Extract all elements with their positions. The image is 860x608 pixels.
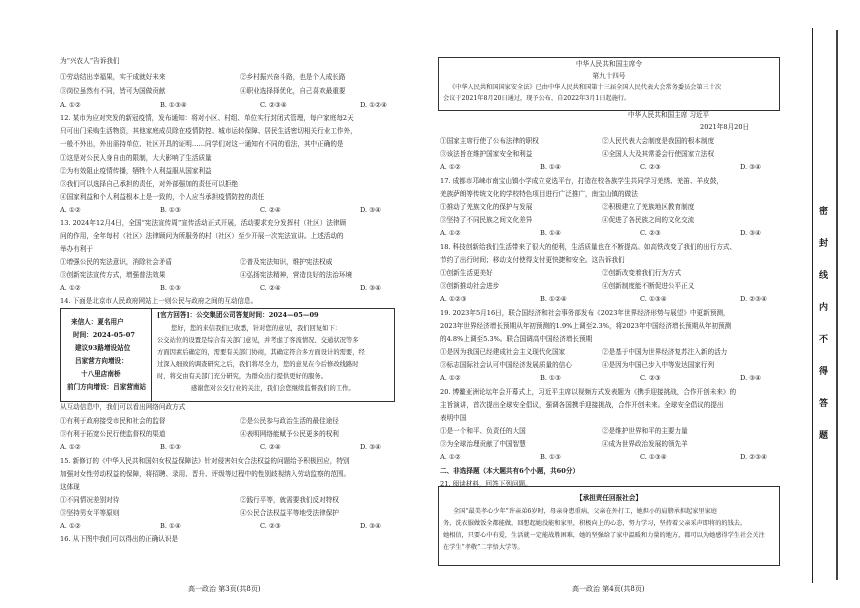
choice-d: D. ③④ [740, 163, 762, 171]
choice-d: D. ③④ [360, 284, 382, 292]
choice-c: C. ②④ [260, 206, 281, 214]
question-17-line: 羌族萨朗等传统文化的学校特色项目进行广泛推广，南宝山镇的做法 [440, 190, 638, 198]
binding-edge [836, 30, 838, 580]
reply-heading: [官方回答]：公交集团公司答复时间：2024—05—09 [157, 311, 319, 319]
question-15-line: 加强对女性劳动权益的保障，将招聘、录用、晋升、评级等过程中的性别歧视纳入劳动监察的范围。 [60, 470, 351, 478]
reply-line: 感谢您对公交行业的关注，我们会您继续监督我们的工作。 [191, 385, 355, 392]
question-15-line: 这体现 [60, 483, 80, 491]
option: ①这是对公民人身自由的限制，大大影响了生活质量 [60, 154, 212, 162]
question-13-line: 问的作用，全年每村（社区）法律顾问为所服务的村（社区）至少开展一次宪法宣讲。上述活动的 [60, 232, 344, 240]
option: ②践行平等，就需要我们反对特权 [240, 496, 339, 504]
choice-a: A. ①② [440, 229, 461, 237]
option: ③创新宪法宣传方式，增强普法效果 [60, 271, 166, 279]
question-19-line: 的4.8%上调至5.3%。联合国调高中国经济增长预期 [440, 335, 593, 343]
question-19-line: 2023年世界经济增长预期从年初预测的1.9%上调至2.3%，将2023年中国经济增长预期从年初预测 [440, 322, 732, 330]
choice-b: B. ①④ [160, 522, 181, 530]
section-heading: 二、非选择题（本大题共有6个小题，共60分） [440, 467, 580, 475]
question-12-line: 只可出门采购生活物资，其他家庭成员除在疫情防控、城市运转保障、居民生活密切相关行业工作外， [60, 127, 357, 135]
letter-line: 来信人：夏名用户 [71, 318, 124, 326]
option: ②是维护世界和平的主要力量 [602, 427, 688, 435]
material-banner: 【承担责任回报社会】 [576, 494, 642, 502]
question-18-line: 节约了出行时间；移动支付使得支付更快捷和安全。这告诉我们 [440, 256, 625, 264]
option: ④促进了各民族之间的文化交流 [602, 216, 695, 224]
option: ①增强公民的宪法意识，消除社会矛盾 [60, 258, 173, 266]
choice-c: C. ②③ [640, 374, 661, 382]
option: ②为有效阻止疫情传播，牺牲个人利益服从国家利益 [60, 167, 212, 175]
question-14-stem: 从互动信息中，我们可以看出网络问政方式 [60, 403, 186, 411]
choice-a: A. ①② [60, 101, 81, 109]
seal-char: 内 [819, 303, 829, 313]
choice-a: A. ①② [60, 443, 81, 451]
choice-a: A. ①② [440, 374, 461, 382]
reply-line: 时，将交由有关部门充分研究，为群众出行提供更好的服务。 [157, 373, 328, 380]
page-footer: 高一政治 第3页(共8页) [188, 585, 261, 593]
choice-c: C. ②④ [260, 284, 281, 292]
choice-b: B. ①③ [160, 443, 181, 451]
option: ③标志国际社会认可中国经济发展质量的信心 [440, 361, 572, 369]
letter-line: 前门方向增设：吕家营南站 [67, 383, 147, 391]
choice-a: A. ①② [60, 284, 81, 292]
seal-char: 答 [819, 399, 829, 409]
option: ①是一个和平、负责任的大国 [440, 427, 526, 435]
option: ④表明网络能赋予公民更多的权利 [240, 430, 339, 438]
choice-c: C. ①③④ [640, 295, 667, 303]
seal-char: 不 [819, 335, 829, 345]
choice-c: C. ②③④ [260, 101, 287, 109]
option: ③创新推动社会进步 [440, 282, 500, 290]
choice-b: B. ①③④ [160, 101, 187, 109]
option: ④职业选择择优化，自己喜欢最重要 [240, 87, 346, 95]
question-18-line: 18. 科技创新给我们生活带来了很大的便利，生活质量也在不断提高。如高铁改变了我们的出行方式、 [440, 243, 737, 251]
choice-a: A. ①②③ [440, 295, 467, 303]
question-21: 21. 阅读材料，回答下列问题。 [440, 480, 532, 488]
option: ②普及宪法知识，维护宪法权威 [240, 258, 333, 266]
option: ③岗位虽然有不同，皆可为国做贡献 [60, 87, 166, 95]
reply-line: 过深入细致的调查研究之后，我们将尽全力，您的意见在今后修改线路时 [157, 361, 359, 368]
choice-b: B. ①④ [540, 163, 561, 171]
choice-b: B. ①②④ [540, 295, 567, 303]
option: ②乡村振兴奋斗路，也是个人成长路 [240, 73, 346, 81]
question-15-line: 15. 新修订的《中华人民共和国妇女权益保障法》针对侵害妇女合法权益的问题给予积极回应，特别 [60, 457, 350, 465]
seal-char: 密 [819, 207, 829, 217]
choice-c: C. ①③④ [640, 453, 667, 461]
choice-d: D. ③④ [740, 374, 762, 382]
question-14: 14. 下面是北京市人民政府网站上一则公民与政府之间的互动信息。 [60, 297, 258, 305]
choice-b: B. ①③ [160, 206, 181, 214]
question-12-line: 一般不外出，外出需持单位、社区开具的证明……同学们对这一通知有不同的看法，其中正确的是 [60, 140, 344, 148]
option: ④弘扬宪法精神，营造良好的法治环境 [240, 271, 353, 279]
option: ④创新制度能不断促进公平正义 [602, 282, 695, 290]
seal-line [812, 28, 813, 583]
option: ④公民合法权益平等地受法律保护 [240, 509, 339, 517]
question-20-line: 表明中国 [440, 414, 467, 422]
material-box [438, 486, 780, 566]
decree-body: 《中华人民共和国国家安全法》已由中华人民共和国第十三届全国人民代表大会常务委员会第三十次 [449, 84, 722, 91]
decree-signature: 中华人民共和国主席 习近平 [628, 111, 710, 119]
option: ④国家利益和个人利益根本上是一致的，个人应当承担疫情防控的责任 [60, 193, 265, 201]
option: ④是因为中国已步入中等发达国家行列 [602, 361, 715, 369]
option: ①国家主席行使了公布法律的职权 [440, 137, 539, 145]
question-20-line: 主旨演讲，首次提出全球安全倡议，强调各国携手迎接挑战，合作开创未来。全球安全倡议的提出 [440, 401, 724, 409]
option: ③有利于拓宽公民行使监督权的渠道 [60, 430, 166, 438]
question-13-line: 举办有利于 [60, 245, 93, 253]
option: ④成为世界政治发展的领先羊 [602, 440, 688, 448]
option: ②是基于中国为世界经济复苏注入新的活力 [602, 348, 728, 356]
decree-date: 2021年8月20日 [700, 123, 750, 131]
q11-tail: 为“兴农人”告诉我们 [60, 57, 120, 65]
choice-d: D. ③④ [360, 522, 382, 530]
question-13-line: 13. 2024年12月4日，全国“宪法宣传周”宣传活动正式开展，活动要求充分发挥村（社区）法律顾 [60, 219, 347, 227]
option: ①推动了羌族文化的保护与发展 [440, 203, 533, 211]
letter-line: 吕家营方向增设： [75, 357, 128, 365]
choice-a: A. ①② [60, 522, 81, 530]
question-16: 16. 从下图中我们可以得出的正确认识是 [60, 535, 179, 543]
option: ③坚持男女平等原则 [60, 509, 120, 517]
choice-d: D. ③④ [740, 229, 762, 237]
decree-number: 第九十四号 [592, 72, 626, 80]
choice-d: D. ③④ [360, 206, 382, 214]
reply-line: 公交站位的设置是综合有关部门意见，并考虑了客流情况、交通状况等多 [157, 337, 359, 344]
choice-c: C. ②③ [640, 163, 661, 171]
option: ①创新生活更美好 [440, 269, 493, 277]
option: ①是因为我国已经建成社会主义现代化国家 [440, 348, 566, 356]
question-20-line: 20. 博鳌亚洲论坛年会开幕式上，习近平主席以视频方式发表题为《携手迎接挑战，合作开创未来》的 [440, 388, 737, 396]
choice-c: C. ②③ [640, 229, 661, 237]
choice-b: B. ①③ [160, 284, 181, 292]
choice-b: B. ①③ [540, 453, 561, 461]
choice-b: B. ①④ [540, 229, 561, 237]
material-line: 全国“最美孝心少年”许亲弟6岁时，母亲身患重病，父亲在外打工，她担小的肩膀承担起家里家庭 [453, 508, 717, 515]
seal-char: 得 [819, 367, 829, 377]
option: ①不同情况差别对待 [60, 496, 120, 504]
seal-char: 封 [819, 239, 829, 249]
option: ③坚持了不同民族之间文化差异 [440, 216, 533, 224]
presidential-decree-box [438, 57, 780, 111]
question-17-line: 17. 成都市邛崃市南宝山镇小学成立竞选平台，打造在校各族学生共同学习羌绣、羌笛、羊皮鼓， [440, 177, 723, 185]
material-line: 务，洗衣服做饭全都能做，回想起她没能和家里，积极向上的心态，努力学习，坚持着父亲采声即将的的钱去。 [443, 520, 747, 527]
option: ②创新改变着我们行为方式 [602, 269, 682, 277]
government-interaction-box [60, 308, 395, 402]
decree-body: 会议于2021年8月20日通过，现予公布，自2022年3月1日起施行。 [443, 95, 631, 102]
reply-line: 方面因素后确定的，需要有关部门协商，其确定符合多方面设计的需要，经 [157, 349, 365, 356]
seal-char: 题 [819, 431, 829, 441]
choice-a: A. ①② [440, 163, 461, 171]
choice-c: C. ②④ [260, 443, 281, 451]
choice-d: D. ②③④ [740, 295, 767, 303]
reply-line: 您好，您的来信我们已收悉，针对您的意见，我们回复如下： [171, 325, 342, 332]
option: ③我们可以选择自己承担的责任，对外部强加的责任可以拒绝 [60, 180, 239, 188]
material-line: 她相信，只要心中有爱，生活就一定能战胜困难，她的坚强给了家中温暖和力量的地方，都可以为她感得学生社会关注 [443, 532, 765, 539]
letter-line: 十八里店南桥 [81, 370, 121, 378]
choice-c: C. ②③ [260, 522, 281, 530]
choice-d: D. ③④ [360, 443, 382, 451]
option: ②人民代表大会制度是我国的根本制度 [602, 137, 715, 145]
decree-title: 中华人民共和国主席令 [576, 60, 642, 68]
choice-d: D. ①②④ [360, 101, 387, 109]
page-footer: 高一政治 第4页(共8页) [572, 585, 645, 593]
material-line: 在学生“孝敬”二字悟大学等。 [443, 544, 524, 551]
choice-a: A. ①② [60, 206, 81, 214]
letter-line: 时间：2024-05-07 [73, 331, 135, 339]
question-19-line: 19. 2023年5月16日，联合国经济和社会事务部发布《2023年世界经济形势与展望》中更新预测， [440, 309, 730, 317]
letter-sender-panel [61, 309, 152, 401]
option: ②积极建立了羌族地区教育制度 [602, 203, 695, 211]
question-12-line: 12. 某市为应对突发的新冠疫情，发布通知：将对小区、村组、单位实行封闭式管理，每户家庭每2天 [60, 114, 354, 122]
choice-d: D. ②③④ [740, 453, 767, 461]
option: ②是公民参与政治生活的最佳途径 [240, 417, 339, 425]
letter-line: 建议93路增设站位 [75, 344, 131, 352]
option: ①劳动结出幸福果，实干成就好未来 [60, 73, 166, 81]
option: ④全国人大及其常委会行使国家立法权 [602, 150, 715, 158]
choice-b: B. ①③ [540, 374, 561, 382]
option: ③该法旨在维护国家安全和利益 [440, 150, 533, 158]
choice-a: A. ①② [440, 453, 461, 461]
option: ③为全球治理贡献了中国智慧 [440, 440, 526, 448]
seal-char: 线 [819, 271, 829, 281]
option: ①有利于政府接受市民和社会的监督 [60, 417, 166, 425]
